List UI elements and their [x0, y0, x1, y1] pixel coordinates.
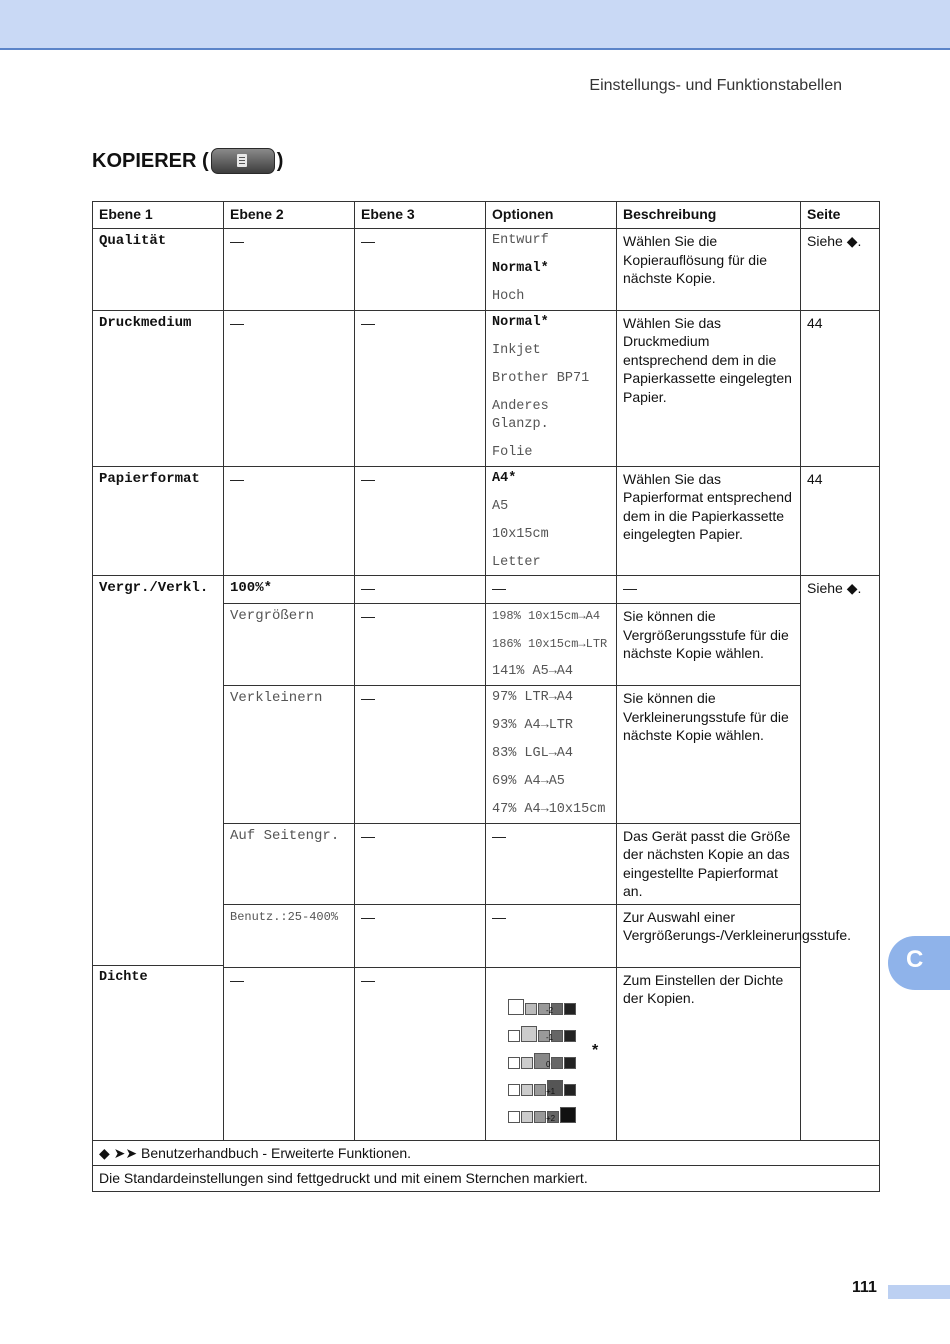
description-cell: Zum Einstellen der Dichte der Kopien. — [617, 967, 801, 1140]
option-item: 93% A4→LTR — [492, 718, 574, 733]
density-level — [508, 1015, 610, 1042]
density-label: -2 — [546, 1005, 554, 1015]
chapter-tab — [888, 936, 950, 990]
table-row — [93, 576, 880, 604]
level2-cell: — — [224, 229, 355, 311]
table-header-row — [93, 202, 880, 229]
options-cell — [486, 604, 617, 686]
description-cell: Wählen Sie das Druckmedium entsprechend dem in die Papierkassette eingelegten Papier. — [617, 310, 801, 466]
section-title-end: ) — [276, 149, 284, 172]
section-title — [92, 148, 283, 174]
header-seite: Seite — [801, 202, 880, 229]
level3-cell: — — [355, 967, 486, 1140]
level2-cell: 100%* — [224, 576, 355, 604]
dichte-row-separator — [92, 965, 223, 966]
option-item: 10x15cm — [492, 526, 549, 542]
density-level — [508, 1096, 610, 1123]
top-banner — [0, 0, 950, 50]
option-item: 69% A4→A5 — [492, 774, 565, 789]
level3-cell: — — [355, 310, 486, 466]
options-cell — [486, 229, 617, 311]
density-level — [508, 988, 610, 1015]
chapter-tab-label: C — [906, 946, 924, 973]
footnote-reference: ◆ ➤➤ Benutzerhandbuch - Erweiterte Funktionen. — [93, 1140, 880, 1166]
page-number: 111 — [852, 1279, 877, 1296]
option-item-default: Normal* — [492, 261, 549, 276]
level2-cell: — — [224, 466, 355, 576]
level2-cell: Vergrößern — [224, 604, 355, 686]
option-item: 198% 10x15cm→A4 — [492, 609, 601, 623]
options-cell: — — [486, 904, 617, 967]
density-label: -1 — [546, 1032, 554, 1042]
running-title: Einstellungs- und Funktionstabellen — [589, 77, 842, 94]
option-item: Brother BP71 — [492, 370, 590, 386]
description-cell: Sie können die Vergrößerungsstufe für die nächste Kopie wählen. — [617, 604, 801, 686]
level3-cell: — — [355, 576, 486, 604]
density-label: +2 — [546, 1113, 556, 1123]
table-row — [93, 466, 880, 576]
page-cell: 44 — [801, 466, 880, 576]
density-level — [508, 1042, 610, 1069]
option-item: 47% A4→10x15cm — [492, 802, 606, 817]
option-item: Entwurf — [492, 233, 549, 248]
option-item: Inkjet — [492, 342, 541, 358]
table-row — [93, 310, 880, 466]
level2-cell: Auf Seitengr. — [224, 823, 355, 904]
level3-cell: — — [355, 823, 486, 904]
page-cell: Siehe ◆. — [801, 229, 880, 311]
options-cell: — — [486, 823, 617, 904]
option-item: 186% 10x15cm→LTR — [492, 637, 608, 651]
footnote-row — [93, 1166, 880, 1192]
level2-cell: Verkleinern — [224, 686, 355, 824]
level3-cell: — — [355, 904, 486, 967]
page-cell: 44 — [801, 310, 880, 466]
option-item-default: A4* — [492, 470, 517, 486]
density-label: 0 — [546, 1059, 551, 1069]
level2-cell: — — [224, 967, 355, 1140]
section-title-text: KOPIERER ( — [92, 149, 209, 172]
footnote-row — [93, 1140, 880, 1166]
option-item: Folie — [492, 445, 533, 460]
option-item: Anderes Glanzp. — [492, 398, 549, 432]
option-item: 141% A5→A4 — [492, 664, 574, 679]
level1-cell: Qualität — [93, 229, 224, 311]
option-item: Letter — [492, 554, 541, 570]
dichte-level1-label: Dichte — [99, 970, 148, 985]
level1-cell: Vergr./Verkl. — [93, 576, 224, 1141]
density-level — [508, 1069, 610, 1096]
default-marker: * — [592, 1041, 599, 1059]
table-row — [93, 229, 880, 311]
level2-cell: Benutz.:25-400% — [224, 904, 355, 967]
option-item-default: Normal* — [492, 314, 549, 330]
option-item: Hoch — [492, 289, 525, 304]
header-beschreibung: Beschreibung — [617, 202, 801, 229]
option-item: 83% LGL→A4 — [492, 746, 574, 761]
header-ebene3: Ebene 3 — [355, 202, 486, 229]
level1-cell: Papierformat — [93, 466, 224, 576]
settings-table — [92, 201, 880, 1192]
option-item: A5 — [492, 498, 509, 514]
description-cell: Wählen Sie die Kopierauflösung für die nächste Kopie. — [617, 229, 801, 311]
level3-cell: — — [355, 466, 486, 576]
density-label: +1 — [546, 1086, 556, 1096]
level1-cell: Druckmedium — [93, 310, 224, 466]
description-cell: Sie können die Verkleinerungsstufe für die nächste Kopie wählen. — [617, 686, 801, 824]
options-cell — [486, 310, 617, 466]
option-item: 97% LTR→A4 — [492, 690, 574, 705]
header-ebene2: Ebene 2 — [224, 202, 355, 229]
level3-cell: — — [355, 604, 486, 686]
page-cell: Siehe ◆. — [801, 576, 880, 1141]
options-cell — [486, 466, 617, 576]
options-cell — [486, 686, 617, 824]
header-optionen: Optionen — [486, 202, 617, 229]
description-cell: Wählen Sie das Papierformat entsprechend dem in die Papierkassette eingelegten Papier. — [617, 466, 801, 576]
description-cell: — — [617, 576, 801, 604]
description-cell: Das Gerät passt die Größe der nächsten Kopie an das eingestellte Papierformat an. — [617, 823, 801, 904]
level3-cell: — — [355, 229, 486, 311]
options-cell: — — [486, 576, 617, 604]
header-ebene1: Ebene 1 — [93, 202, 224, 229]
level3-cell: — — [355, 686, 486, 824]
page-number-bar — [888, 1285, 950, 1299]
level2-cell: — — [224, 310, 355, 466]
copy-button-icon — [211, 148, 275, 174]
footnote-defaults: Die Standardeinstellungen sind fettgedruckt und mit einem Sternchen markiert. — [93, 1166, 880, 1192]
density-options-cell — [486, 967, 617, 1140]
description-cell: Zur Auswahl einer Vergrößerungs-/Verkleinerungsstufe. — [617, 904, 801, 967]
